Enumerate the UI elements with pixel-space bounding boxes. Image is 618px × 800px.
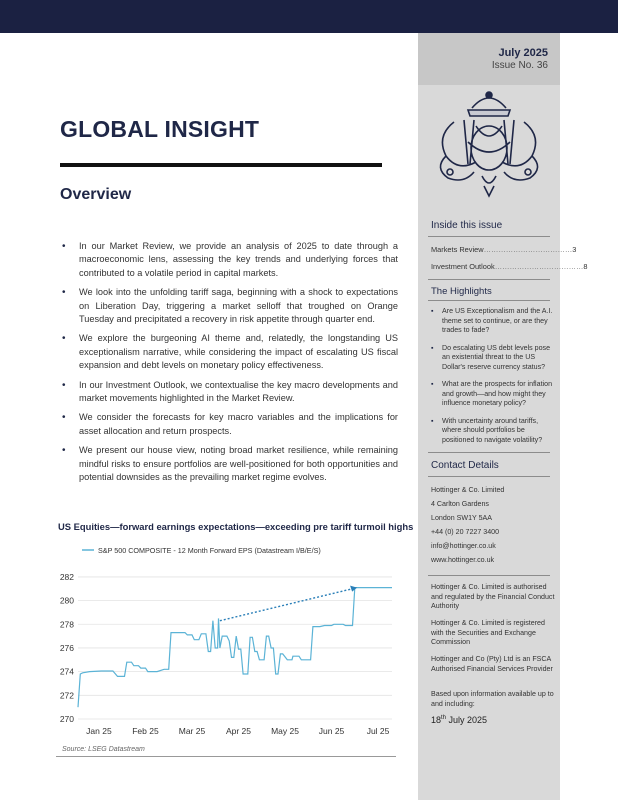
y-tick-label: 272 bbox=[59, 690, 74, 701]
x-tick-label: Jun 25 bbox=[318, 726, 345, 736]
y-tick-label: 274 bbox=[59, 666, 74, 677]
as-of-suffix: th bbox=[441, 715, 447, 721]
regulatory-note: Hottinger and Co (Pty) Ltd is an FSCA Authorised Financial Services Provider bbox=[431, 655, 553, 673]
chart-divider bbox=[56, 756, 396, 757]
overview-list bbox=[62, 240, 398, 491]
y-tick-label: 270 bbox=[59, 714, 74, 724]
x-tick-label: Feb 25 bbox=[132, 726, 159, 736]
overview-bullet: • We explore the burgeoning AI theme and, relatedly, the longstanding US exceptionalism narrative, while considering the impact of escalating US fiscal expansion and debt levels on monetary policy effectiveness. bbox=[62, 332, 398, 372]
sidebar-divider bbox=[428, 279, 550, 280]
contact-website-link[interactable]: www.hottinger.co.uk bbox=[431, 556, 495, 564]
overview-bullet: • In our Investment Outlook, we contextualise the key macro developments and market movements highlighted in the Market Review. bbox=[62, 379, 398, 406]
section-heading-overview: Overview bbox=[60, 186, 132, 203]
y-tick-label: 280 bbox=[59, 595, 74, 606]
contact-address-line: London SW1Y 5AA bbox=[431, 514, 492, 522]
toc-leader: ……………………………… bbox=[494, 262, 584, 271]
contact-company: Hottinger & Co. Limited bbox=[431, 486, 505, 494]
inside-issue-heading: Inside this issue bbox=[431, 220, 503, 231]
issue-box bbox=[418, 33, 560, 85]
sidebar-divider bbox=[428, 236, 550, 237]
issue-date: July 2025 bbox=[498, 47, 548, 59]
contact-phone[interactable]: +44 (0) 20 7227 3400 bbox=[431, 528, 500, 536]
as-of-day: 18 bbox=[431, 715, 442, 725]
toc-leader: ……………………………… bbox=[483, 245, 573, 254]
toc-page: 3 bbox=[572, 245, 577, 254]
x-tick-label: Jan 25 bbox=[86, 726, 112, 736]
highlight-item: ▪ Are US Exceptionalism and the A.I. theme set to continue, or are they trades to fade? bbox=[431, 307, 553, 336]
toc-row[interactable] bbox=[431, 245, 577, 254]
chart-title: US Equities—forward earnings expectations—exceeding pre tariff turmoil highs bbox=[58, 521, 414, 532]
overview-bullet: • We consider the forecasts for key macro variables and the implications for asset allocation and return prospects. bbox=[62, 411, 398, 438]
as-of-date bbox=[431, 715, 487, 725]
y-tick-label: 282 bbox=[59, 571, 74, 582]
title-divider bbox=[60, 163, 382, 167]
toc-label: Markets Review bbox=[431, 245, 484, 254]
eps-series-line bbox=[78, 588, 392, 708]
trend-arrow-line bbox=[220, 589, 353, 621]
toc-page: 8 bbox=[583, 262, 588, 271]
sidebar-divider bbox=[428, 300, 550, 301]
sidebar-divider bbox=[428, 476, 550, 477]
issue-number: Issue No. 36 bbox=[491, 60, 548, 71]
contact-address-line: 4 Carlton Gardens bbox=[431, 500, 489, 508]
top-banner bbox=[0, 0, 618, 33]
overview-bullet: • We present our house view, noting broad market resilience, while remaining mindful risks to ensure portfolios are well-positioned for both opportunities and potential downsides as the prevailing market regime evolves. bbox=[62, 444, 398, 484]
regulatory-note: Hottinger & Co. Limited is registered with the Securities and Exchange Commission bbox=[431, 619, 545, 646]
as-of-note: Based upon information available up to and including: bbox=[431, 690, 554, 708]
contact-email-link[interactable]: info@hottinger.co.uk bbox=[431, 542, 496, 550]
toc-label: Investment Outlook bbox=[431, 262, 495, 271]
x-tick-label: Jul 25 bbox=[366, 726, 390, 736]
x-tick-label: May 25 bbox=[271, 726, 299, 736]
y-tick-label: 278 bbox=[59, 619, 74, 630]
trend-arrow-head bbox=[350, 586, 357, 592]
overview-bullet: • We look into the unfolding tariff saga, beginning with a shock to expectations on Liberation Day, triggering a market selloff that troughed on Orange Tuesday and precipitated a recovery in risk appetite through quarter end. bbox=[62, 286, 398, 326]
highlights-list bbox=[431, 307, 553, 453]
highlight-item: ▪ Do escalating US debt levels pose an existential threat to the US Dollar's reserve currency status? bbox=[431, 344, 553, 373]
chart-source: Source: LSEG Datastream bbox=[62, 746, 145, 753]
sidebar-divider bbox=[428, 575, 550, 576]
regulatory-note: Hottinger & Co. Limited is authorised and regulated by the Financial Conduct Authority bbox=[431, 583, 555, 610]
toc-row[interactable] bbox=[431, 262, 588, 271]
x-tick-label: Mar 25 bbox=[178, 726, 206, 736]
contact-heading: Contact Details bbox=[431, 460, 499, 471]
highlights-heading: The Highlights bbox=[431, 286, 492, 297]
forward-eps-line-chart bbox=[52, 537, 398, 745]
sidebar-divider bbox=[428, 452, 550, 453]
highlight-item: ▪ With uncertainty around tariffs, where should portfolios be positioned to navigate volatility? bbox=[431, 417, 553, 446]
overview-bullet: • In our Market Review, we provide an analysis of 2025 to date through a macroeconomic lens, assessing the key trends and underlying forces that contributed to a volatile period in capital markets. bbox=[62, 240, 398, 280]
publication-title: GLOBAL INSIGHT bbox=[60, 116, 260, 142]
as-of-month-year: July 2025 bbox=[446, 715, 488, 725]
crest-logo bbox=[424, 86, 554, 198]
y-tick-label: 276 bbox=[59, 642, 74, 653]
legend-label: S&P 500 COMPOSITE - 12 Month Forward EPS (Datastream I/B/E/S) bbox=[98, 546, 321, 555]
highlight-item: ▪ What are the prospects for inflation and growth—and how might they influence monetary policy? bbox=[431, 380, 553, 409]
x-tick-label: Apr 25 bbox=[225, 726, 252, 736]
